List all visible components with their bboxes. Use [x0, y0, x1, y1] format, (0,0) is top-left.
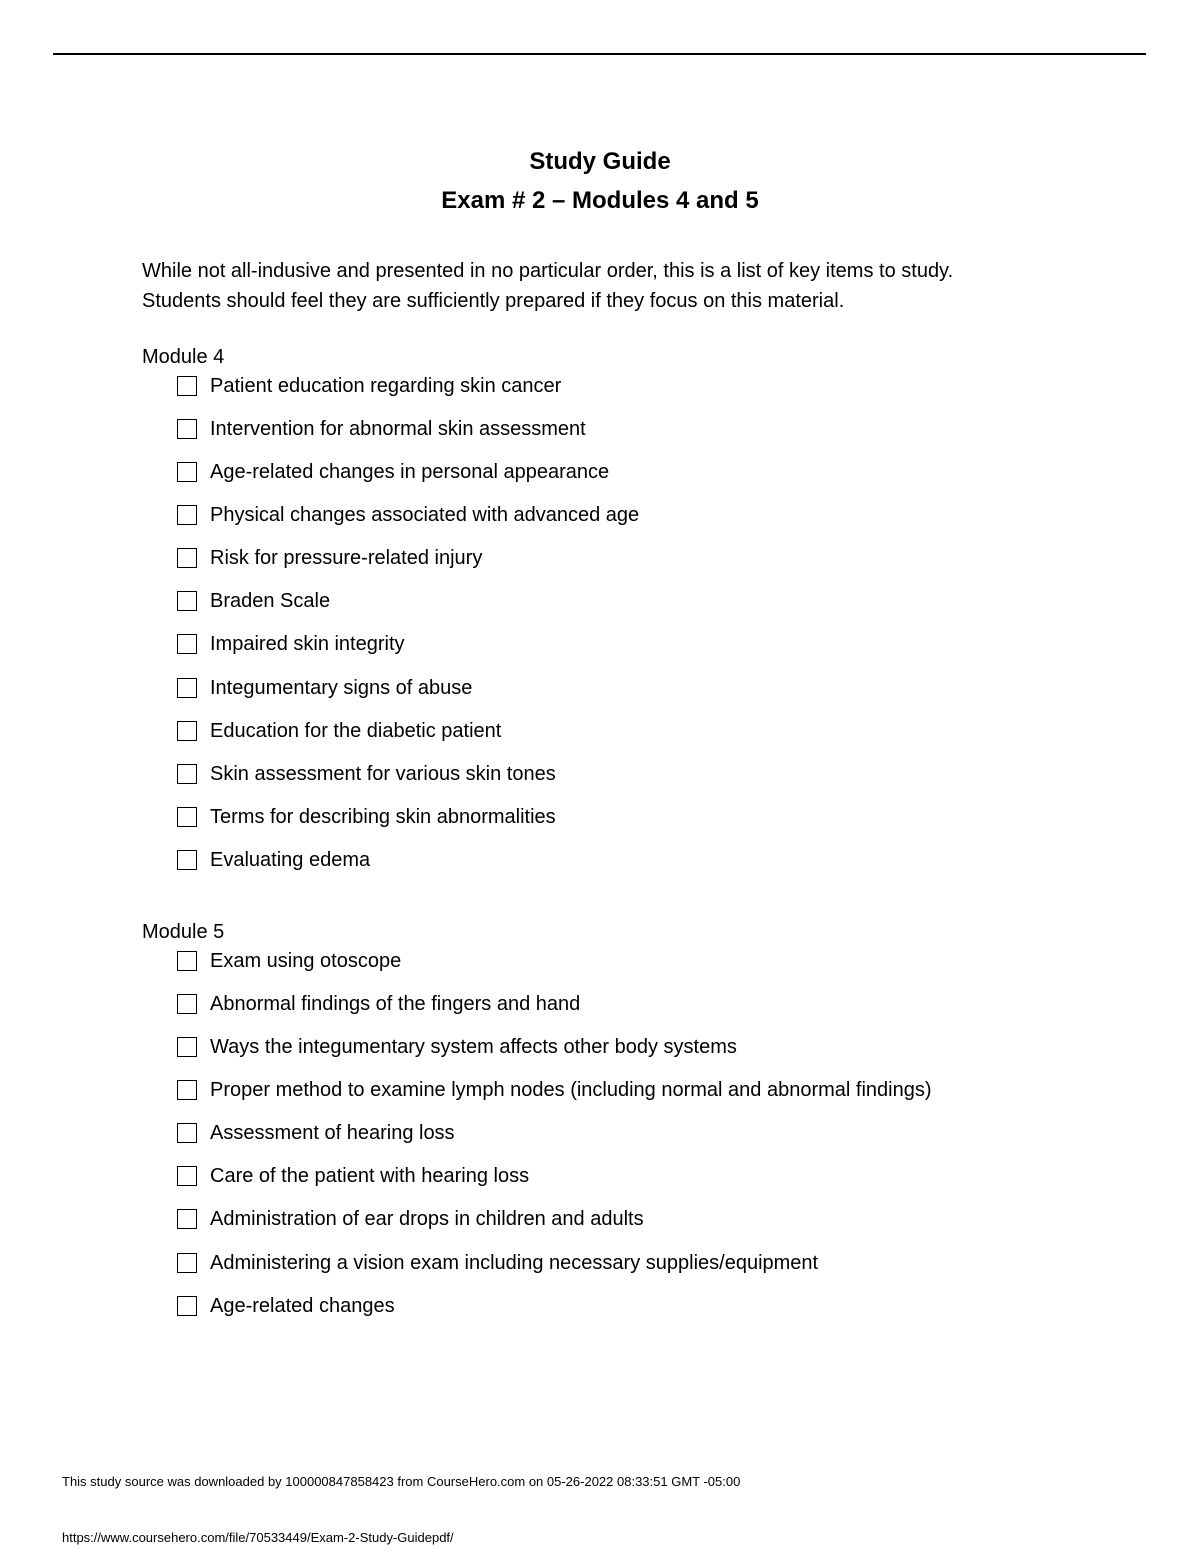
checklist-item[interactable] — [177, 588, 330, 614]
checkbox[interactable] — [177, 591, 197, 611]
checklist-item-label: Ways the integumentary system affects other body systems — [210, 1036, 737, 1058]
checklist-item-label: Assessment of hearing loss — [210, 1122, 455, 1144]
checklist-item[interactable] — [177, 991, 580, 1017]
checklist-item[interactable] — [177, 631, 405, 657]
checklist-item-label: Physical changes associated with advanced age — [210, 504, 640, 526]
page-subtitle: Exam # 2 – Modules 4 and 5 — [441, 187, 759, 214]
checklist-item[interactable] — [177, 718, 501, 744]
checkbox[interactable] — [177, 505, 197, 525]
checklist-item[interactable] — [177, 761, 556, 787]
checklist-item-label: Skin assessment for various skin tones — [210, 763, 556, 785]
checklist-item[interactable] — [177, 804, 556, 830]
page-title: Study Guide — [529, 148, 671, 175]
checklist-item[interactable] — [177, 675, 472, 701]
checkbox[interactable] — [177, 764, 197, 784]
checklist-item-label: Education for the diabetic patient — [210, 720, 502, 742]
checkbox[interactable] — [177, 1166, 197, 1186]
checklist-item[interactable] — [177, 545, 482, 571]
top-rule — [53, 53, 1146, 55]
checklist-item[interactable] — [177, 1077, 932, 1103]
checkbox[interactable] — [177, 376, 197, 396]
checkbox[interactable] — [177, 721, 197, 741]
checkbox[interactable] — [177, 634, 197, 654]
checklist-item-label: Integumentary signs of abuse — [210, 677, 473, 699]
checklist-item-label: Patient education regarding skin cancer — [210, 375, 562, 397]
module-4-heading: Module 4 — [142, 346, 225, 368]
checklist-item[interactable] — [177, 1206, 644, 1232]
checklist-item[interactable] — [177, 416, 586, 442]
checkbox[interactable] — [177, 1296, 197, 1316]
checklist-item[interactable] — [177, 1163, 529, 1189]
source-url[interactable]: https://www.coursehero.com/file/70533449/Exam-2-Study-Guidepdf/ — [62, 1530, 454, 1545]
checklist-item-label: Proper method to examine lymph nodes (including normal and abnormal findings) — [210, 1079, 932, 1101]
checkbox[interactable] — [177, 548, 197, 568]
checklist-item-label: Risk for pressure-related injury — [210, 547, 483, 569]
checklist-item[interactable] — [177, 373, 561, 399]
checklist-item[interactable] — [177, 1250, 818, 1276]
checklist-item[interactable] — [177, 1293, 395, 1319]
checklist-item-label: Age-related changes — [210, 1295, 395, 1317]
checklist-item[interactable] — [177, 1034, 737, 1060]
checklist-item[interactable] — [177, 502, 639, 528]
checkbox[interactable] — [177, 419, 197, 439]
checkbox[interactable] — [177, 462, 197, 482]
checkbox[interactable] — [177, 951, 197, 971]
checklist-item-label: Impaired skin integrity — [210, 633, 405, 655]
checkbox[interactable] — [177, 1123, 197, 1143]
checkbox[interactable] — [177, 1080, 197, 1100]
checkbox[interactable] — [177, 1037, 197, 1057]
checklist-item[interactable] — [177, 1120, 455, 1146]
download-source-note: This study source was downloaded by 100000847858423 from CourseHero.com on 05-26-2022 08:33:51 GMT -05:00 — [62, 1474, 741, 1489]
module-5-heading: Module 5 — [142, 921, 225, 943]
checklist-item-label: Care of the patient with hearing loss — [210, 1165, 530, 1187]
checklist-item-label: Terms for describing skin abnormalities — [210, 806, 556, 828]
checklist-item-label: Exam using otoscope — [210, 950, 402, 972]
intro-line-1: While not all-indusive and presented in no particular order, this is a list of key items to study. — [142, 260, 954, 282]
checkbox[interactable] — [177, 994, 197, 1014]
checklist-item-label: Administration of ear drops in children and adults — [210, 1208, 644, 1230]
checklist-item-label: Age-related changes in personal appearance — [210, 461, 610, 483]
checklist-item[interactable] — [177, 948, 401, 974]
checkbox[interactable] — [177, 1209, 197, 1229]
checkbox[interactable] — [177, 807, 197, 827]
checklist-item[interactable] — [177, 459, 609, 485]
checkbox[interactable] — [177, 678, 197, 698]
checklist-item-label: Administering a vision exam including necessary supplies/equipment — [210, 1252, 819, 1274]
checklist-item-label: Braden Scale — [210, 590, 331, 612]
checklist-item-label: Abnormal findings of the fingers and hand — [210, 993, 581, 1015]
checkbox[interactable] — [177, 850, 197, 870]
intro-line-2: Students should feel they are sufficiently prepared if they focus on this material. — [142, 290, 845, 312]
checklist-item-label: Evaluating edema — [210, 849, 371, 871]
checkbox[interactable] — [177, 1253, 197, 1273]
checklist-item[interactable] — [177, 847, 370, 873]
checklist-item-label: Intervention for abnormal skin assessment — [210, 418, 586, 440]
